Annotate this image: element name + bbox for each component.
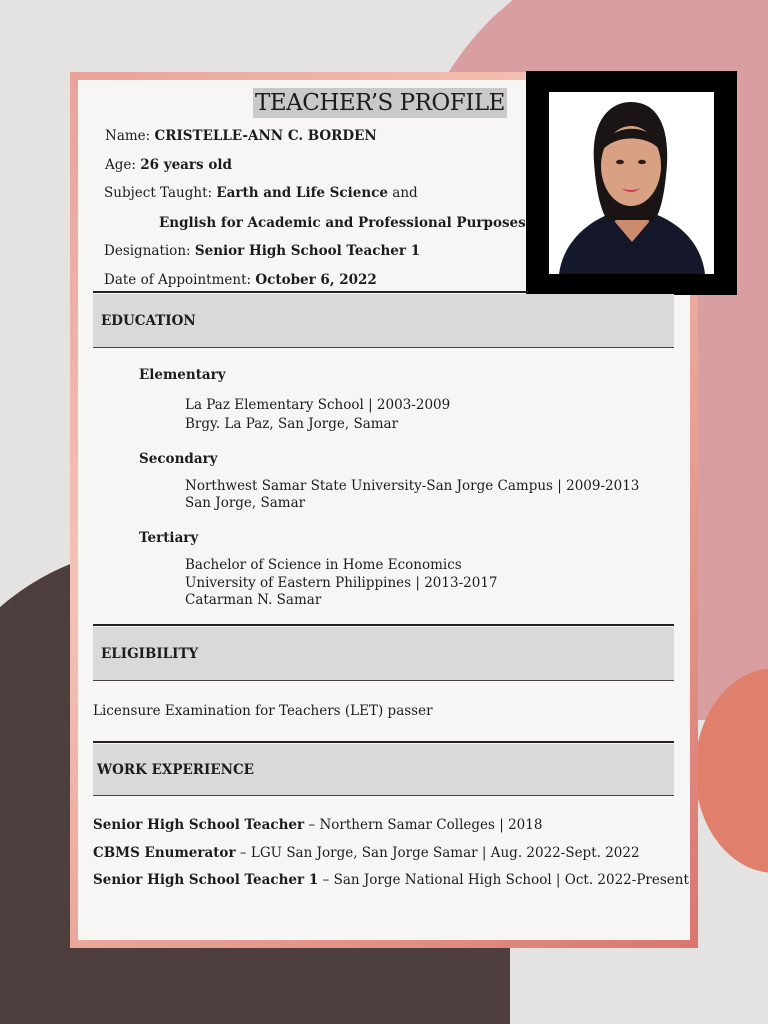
work-item — [93, 872, 689, 888]
work-detail: – San Jorge National High School | Oct. 2022-Present — [318, 872, 689, 888]
work-detail: – LGU San Jorge, San Jorge Samar | Aug. 2022-Sept. 2022 — [235, 845, 640, 861]
page-title: TEACHER’S PROFILE — [255, 90, 505, 116]
education-tertiary-address: Catarman N. Samar — [185, 592, 322, 608]
subject-line — [104, 184, 418, 202]
education-tertiary-label: Tertiary — [139, 530, 199, 546]
education-secondary-school: Northwest Samar State University-San Jorge Campus | 2009-2013 — [185, 478, 640, 494]
divider — [93, 624, 674, 626]
education-heading-band — [93, 294, 674, 348]
work-role: CBMS Enumerator — [93, 845, 236, 861]
name-label: Name: — [105, 128, 151, 144]
education-elementary-label: Elementary — [139, 367, 226, 383]
education-elementary-school: La Paz Elementary School | 2003-2009 — [185, 397, 451, 413]
work-role: Senior High School Teacher — [93, 817, 305, 833]
subject-value-2: English for Academic and Professional Purposes — [159, 215, 526, 231]
teacher-photo — [549, 92, 714, 274]
education-secondary-label: Secondary — [139, 451, 218, 467]
education-tertiary-degree: Bachelor of Science in Home Economics — [185, 557, 462, 573]
eligibility-heading: ELIGIBILITY — [101, 645, 199, 662]
work-heading-band — [93, 744, 674, 796]
name-value: CRISTELLE-ANN C. BORDEN — [154, 128, 377, 144]
age-value: 26 years old — [140, 157, 232, 173]
divider — [93, 291, 528, 293]
subject-value-1: Earth and Life Science — [216, 185, 388, 201]
appointment-line — [104, 271, 377, 289]
work-role: Senior High School Teacher 1 — [93, 872, 319, 888]
photo-frame — [526, 71, 737, 295]
subject-label: Subject Taught: — [104, 185, 213, 201]
appointment-value: October 6, 2022 — [255, 272, 377, 288]
age-label: Age: — [105, 157, 136, 173]
education-elementary-address: Brgy. La Paz, San Jorge, Samar — [185, 416, 399, 432]
work-detail: – Northern Samar Colleges | 2018 — [304, 817, 543, 833]
divider — [93, 741, 674, 743]
education-heading: EDUCATION — [101, 312, 196, 329]
subject-and: and — [392, 185, 418, 201]
age-line — [105, 156, 232, 174]
eligibility-heading-band — [93, 627, 674, 681]
designation-line — [104, 242, 420, 260]
work-item — [93, 845, 640, 861]
work-heading: WORK EXPERIENCE — [97, 761, 254, 778]
designation-label: Designation: — [104, 243, 191, 259]
work-item — [93, 817, 542, 833]
name-line — [105, 127, 377, 145]
eligibility-text: Licensure Examination for Teachers (LET) passer — [93, 703, 433, 719]
education-secondary-address: San Jorge, Samar — [185, 495, 306, 511]
appointment-label: Date of Appointment: — [104, 272, 252, 288]
education-tertiary-school: University of Eastern Philippines | 2013-2017 — [185, 575, 498, 591]
subject-line-2 — [159, 214, 526, 232]
designation-value: Senior High School Teacher 1 — [194, 243, 421, 259]
